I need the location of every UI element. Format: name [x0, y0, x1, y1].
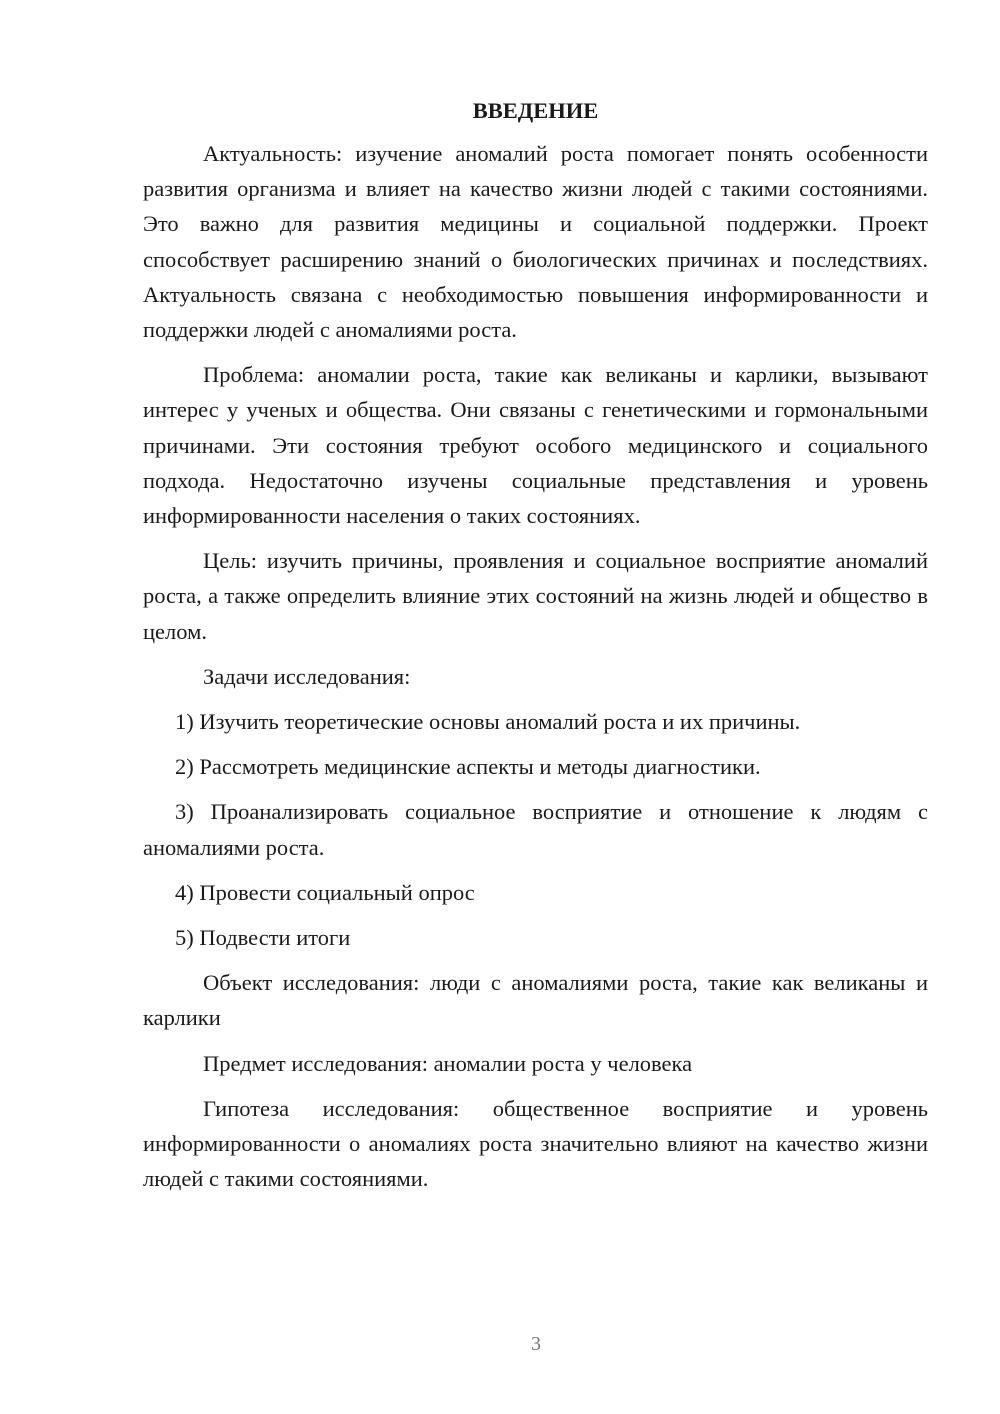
tasks-heading: Задачи исследования:: [203, 663, 411, 689]
document-body: [143, 96, 928, 1206]
relevance-paragraph: Актуальность: изучение аномалий роста помогает понять особенности развития организма и влияет на качество жизни людей с такими состояниями. Это важно для развития медицины и социальной поддержки. Проект способствует расширению знаний о биологических причинах и последствиях. Актуальность связана с необходимостью повышения информированности и поддержки людей с аномалиями роста.: [143, 141, 928, 343]
task-item-1: 1) Изучить теоретические основы аномалий роста и их причины.: [175, 709, 801, 735]
goal-paragraph: Цель: изучить причины, проявления и социальное восприятие аномалий роста, а также определить влияние этих состояний на жизнь людей и общество в целом.: [143, 548, 928, 644]
task-item-3: 3) Проанализировать социальное восприятие и отношение к людям с аномалиями роста.: [143, 799, 928, 860]
section-title: ВВЕДЕНИЕ: [472, 98, 599, 123]
object-paragraph: Объект исследования: люди с аномалиями роста, такие как великаны и карлики: [143, 970, 928, 1031]
task-item-2: 2) Рассмотреть медицинские аспекты и методы диагностики.: [175, 754, 761, 780]
task-item-5: 5) Подвести итоги: [175, 925, 351, 951]
problem-paragraph: Проблема: аномалии роста, такие как великаны и карлики, вызывают интерес у ученых и общества. Они связаны с генетическими и гормональными причинами. Эти состояния требуют особого медицинского и социального подхода. Недостаточно изучены социальные представления и уровень информированности населения о таких состояниях.: [143, 362, 928, 529]
task-item-4: 4) Провести социальный опрос: [175, 879, 475, 905]
hypothesis-paragraph: Гипотеза исследования: общественное восприятие и уровень информированности о аномалиях роста значительно влияют на качество жизни людей с такими состояниями.: [143, 1095, 928, 1192]
subject-paragraph: Предмет исследования: аномалии роста у человека: [203, 1050, 693, 1076]
page-number: 3: [531, 1333, 541, 1355]
